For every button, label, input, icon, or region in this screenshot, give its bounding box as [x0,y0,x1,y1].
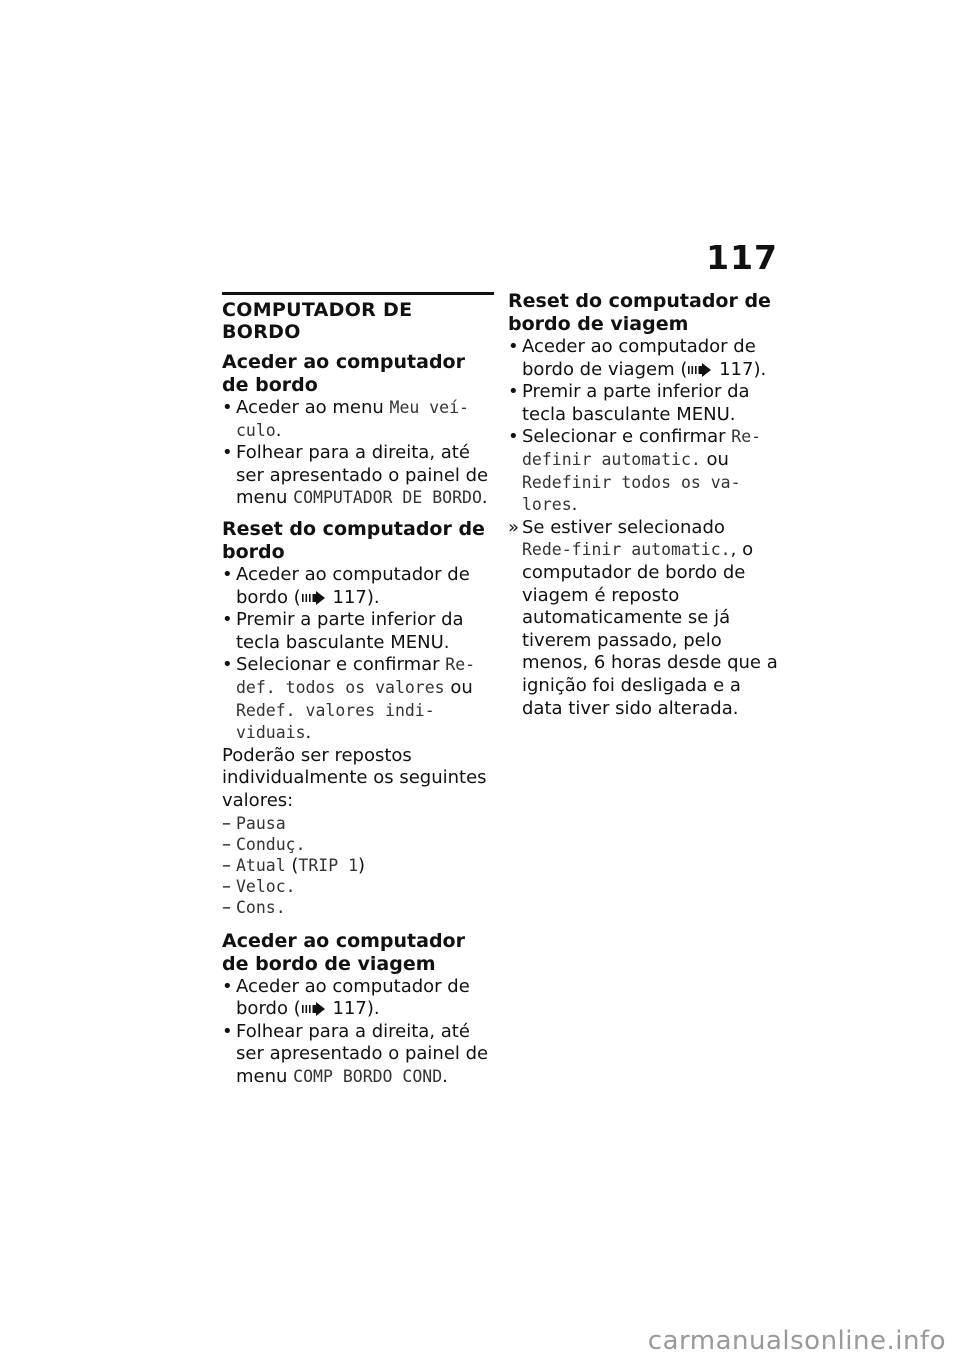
list-item: • Selecionar e confirmar Re-def. todos os valores ou Redef. valores indi-viduais. [222,654,476,744]
page-reference-arrow-icon [301,1002,327,1016]
bullet-marker: • [222,563,233,585]
list-item: • Aceder ao computador de bordo ( 117). [222,563,470,608]
list-item: • Selecionar e confirmar Re-definir automatic. ou Redefinir todos os va-lores. [508,426,762,516]
list-item: • Aceder ao computador de bordo ( 117). [222,975,470,1020]
page-reference[interactable]: 117 [332,998,367,1020]
page-reference[interactable]: 117 [332,586,367,608]
page-reference-arrow-icon [301,591,327,605]
heading-access-trip-computer-journey: Aceder ao computador de bordo de viagem [222,929,465,975]
bullet-marker: • [222,442,233,464]
dash-item: – Cons. [222,896,286,918]
section-rule [222,292,494,295]
bullet-marker: • [222,1020,233,1042]
heading-reset-trip-computer: Reset do computador de bordo [222,517,485,563]
page-number: 117 [706,238,778,277]
watermark: carmanualsonline.info [647,1326,946,1356]
result-item: » Se estiver selecionado Rede-finir automatic., o computador de bordo de viagem é reposto automaticamente se já tiverem passado, pelo menos, 6 horas desde que a ignição foi desligada e a data tiver sido alterada. [508,516,778,719]
dash-item: – Veloc. [222,875,296,897]
bullet-marker: • [222,654,233,676]
list-item: • Folhear para a direita, até ser apresentado o painel de menu COMP BORDO COND. [222,1020,489,1087]
bullet-marker: • [508,336,519,357]
page-reference-arrow-icon [687,363,713,377]
dash-item: – Conduç. [222,833,306,855]
section-title: COMPUTADOR DE BORDO [222,299,413,343]
bullet-marker: • [508,426,519,448]
heading-reset-journey-computer: Reset do computador de bordo de viagem [508,290,771,335]
dash-item: – Pausa [222,812,286,834]
list-item: • Premir a parte inferior da tecla basculante MENU. [222,609,464,653]
dash-item: – Atual (TRIP 1) [222,854,366,876]
heading-access-trip-computer: Aceder ao computador de bordo [222,351,465,396]
list-item: • Folhear para a direita, até ser apresentado o painel de menu COMPUTADOR DE BORDO. [222,442,489,509]
paragraph: Poderão ser repostos individualmente os seguintes valores: [222,744,487,811]
bullet-marker: • [222,397,233,418]
page-reference[interactable]: 117 [719,358,754,380]
right-column [508,290,780,720]
result-marker: » [508,516,520,538]
list-item: • Premir a parte inferior da tecla basculante MENU. [508,381,750,425]
list-item: • Aceder ao menu Meu veí-culo. [222,397,469,441]
bullet-marker: • [508,381,519,403]
bullet-marker: • [222,609,233,631]
list-item: • Aceder ao computador de bordo de viagem ( 117). [508,336,767,380]
left-column [222,292,494,1088]
bullet-marker: • [222,975,233,997]
